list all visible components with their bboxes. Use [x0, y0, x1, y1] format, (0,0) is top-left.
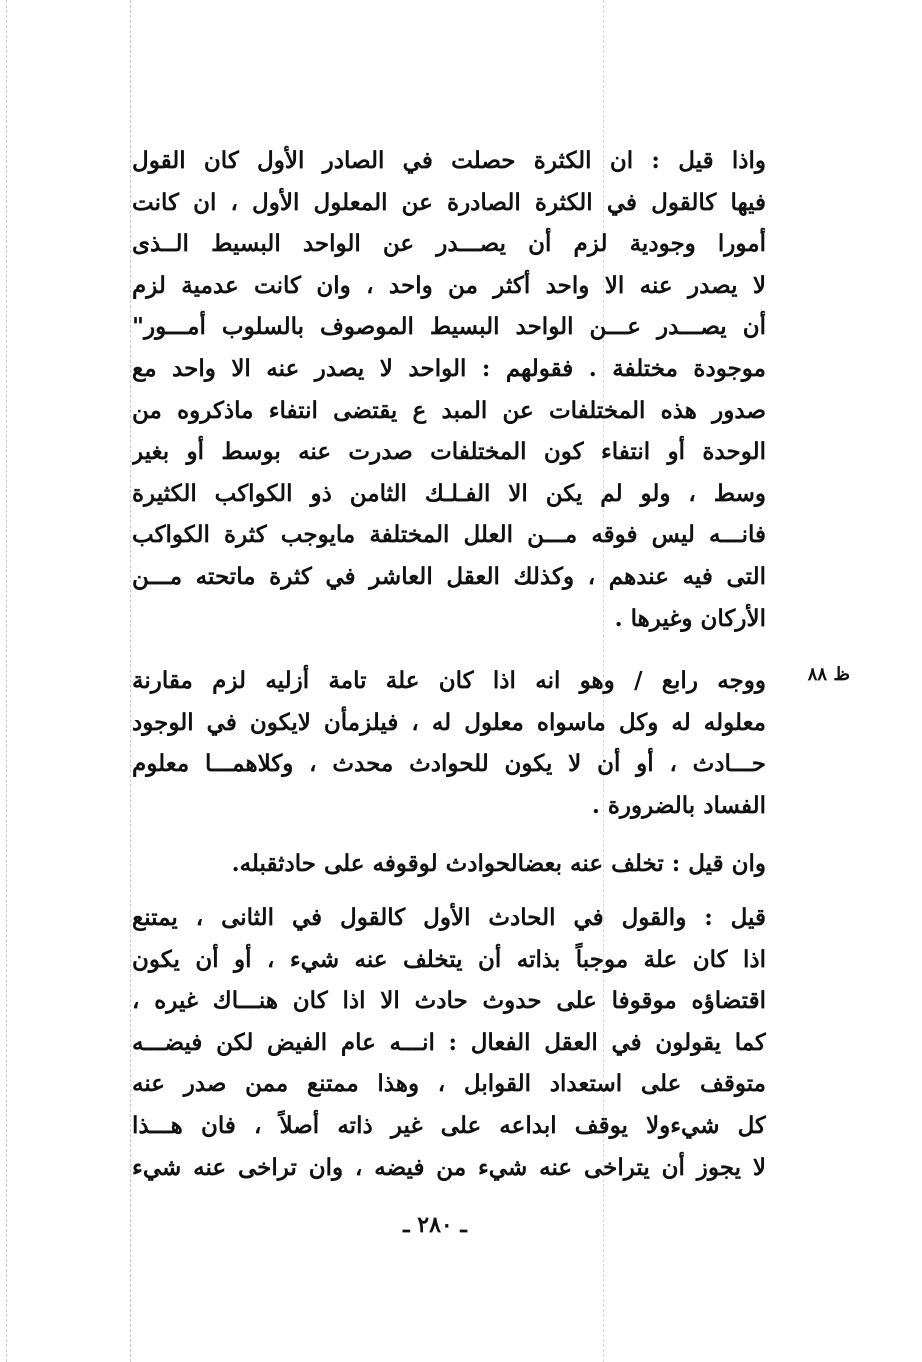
paragraph-4 [132, 897, 766, 1188]
scan-guide-line-text-edge [130, 0, 131, 1362]
text-line: التى فيه عندهم ، وكذلك العقل العاشر في كثرة ماتحته مـــن [132, 562, 766, 590]
text-line: لا يصدر عنه الا واحد أكثر من واحد ، وان كانت عدمية لزم [132, 271, 766, 299]
text-line: موجودة مختلفة . فقولهم : الواحد لا يصدر عنه الا واحد مع [132, 354, 766, 382]
text-line: قيل : والقول في الحادث الأول كالقول في الثانى ، يمتنع [132, 904, 766, 931]
text-line: معلوله له وكل ماسواه معلول له ، فيلزمأن لايكون في الوجود [132, 708, 766, 736]
text-line: كل شيءولا يوقف ابداعه على غير ذاته أصلاً ، فان هـــذا [132, 1111, 766, 1139]
text-line: واذا قيل : ان الكثرة حصلت في الصادر الأول كان القول [132, 147, 766, 174]
text-line: متوقف على استعداد القوابل ، وهذا ممتنع ممن صدر عنه [132, 1070, 766, 1098]
text-line: اقتضاؤه موقوفا على حدوث حادث الا اذا كان هنـــاك غيره ، [132, 987, 766, 1015]
text-line: الأركان وغيرها . [614, 604, 766, 632]
text-line: لا يجوز أن يتراخى عنه شيء من فيضه ، وان تراخى عنه شيء [132, 1153, 766, 1181]
text-line: الوحدة أو انتفاء كون المختلفات صدرت عنه بوسط أو بغير [132, 438, 766, 466]
text-line: صدور هذه المختلفات عن المبد ع يقتضى انتفاء ماذكروه من [132, 396, 766, 424]
text-line: الفساد بالضرورة . [591, 791, 766, 819]
margin-folio-note: ظ ٨٨ [807, 664, 850, 685]
text-line: وسط ، ولو لم يكن الا الفـلـك الثامن ذو الكواكب الكثيرة [132, 479, 766, 507]
paragraph-1 [132, 140, 766, 639]
scan-guide-line-left [6, 0, 7, 1362]
text-line: فيها كالقول في الكثرة الصادرة عن المعلول الأول ، ان كانت [132, 188, 766, 216]
text-line: ووجه رابع / وهو انه اذا كان علة تامة أزليه لزم مقارنة [132, 667, 766, 694]
page-number: ـ ٢٨٠ ـ [403, 1212, 467, 1238]
text-line: كما يقولون في العقل الفعال : انـــه عام الفيض لكن فيضـــه [132, 1028, 766, 1056]
text-line: فانـــه ليس فوقه مـــن العلل المختلفة مايوجب كثرة الكواكب [132, 521, 766, 549]
text-line: أمورا وجودية لزم أن يصـــدر عن الواحد البسيط الــذى [132, 230, 766, 258]
text-line: أن يصـــدر عـــن الواحد البسيط الموصوف بالسلوب أمـــور" [132, 313, 766, 341]
text-line: وان قيل : تخلف عنه بعضالحوادث لوقوفه على حادثقبله. [231, 850, 766, 877]
text-line: حـــادث ، أو أن لا يكون للحوادث محدث ، وكلاهمـــا معلوم [132, 750, 766, 778]
paragraph-2 [132, 660, 766, 826]
text-line: اذا كان علة موجباً بذاته أن يتخلف عنه شيء ، أو أن يكون [132, 945, 766, 973]
paragraph-3 [132, 843, 766, 885]
